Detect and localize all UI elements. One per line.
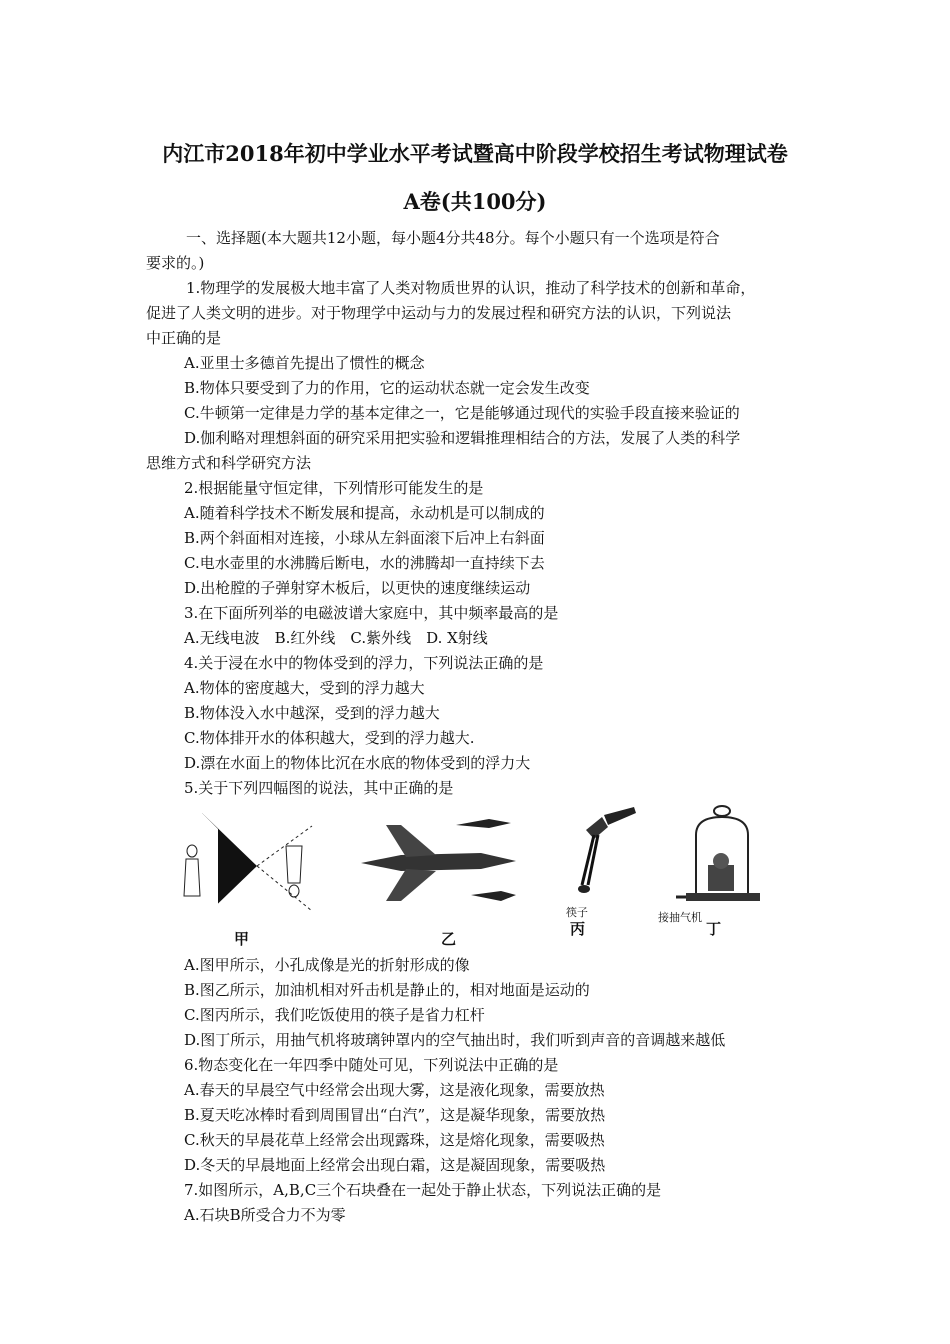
pinhole-diagram [182, 811, 332, 921]
chopsticks-image [564, 805, 644, 900]
q7-option-a: A.石块B所受合力不为零 [184, 1206, 346, 1224]
figure-bell-jar [658, 805, 764, 938]
q1-stem-line: 中正确的是 [146, 329, 222, 347]
q1-stem-line: 促进了人类文明的进步。对于物理学中运动与力的发展过程和研究方法的认识，下列说法 [146, 304, 732, 322]
q3-stem: 3.在下面所列举的电磁波谱大家庭中，其中频率最高的是 [184, 604, 559, 622]
q4-option-a: A.物体的密度越大，受到的浮力越大 [184, 679, 425, 697]
q4-stem: 4.关于浸在水中的物体受到的浮力，下列说法正确的是 [184, 654, 544, 672]
figure-pinhole [182, 811, 332, 948]
q4-option-d: D.漂在水面上的物体比沉在水底的物体受到的浮力大 [184, 754, 531, 772]
bell-jar-image [674, 805, 764, 905]
jets-image [361, 815, 521, 915]
q3-options: A.无线电波 B.红外线 C.紫外线 D. X射线 [184, 629, 488, 647]
q5-option-a: A.图甲所示，小孔成像是光的折射形成的像 [184, 956, 470, 974]
q6-option-b: B.夏天吃冰棒时看到周围冒出“白汽”，这是凝华现象，需要放热 [184, 1106, 606, 1124]
figure-jets [361, 815, 521, 948]
q7-stem: 7.如图所示，A,B,C三个石块叠在一起处于静止状态，下列说法正确的是 [184, 1181, 662, 1199]
figure-label-jia: 甲 [234, 930, 250, 948]
figure-chopsticks [564, 805, 644, 938]
q1-stem-line: 1.物理学的发展极大地丰富了人类对物质世界的认识，推动了科学技术的创新和革命， [186, 279, 756, 297]
section-heading: 一、选择题(本大题共12小题，每小题4分共48分。每个小题只有一个选项是符合 [186, 229, 720, 247]
q2-option-a: A.随着科学技术不断发展和提高，永动机是可以制成的 [184, 504, 545, 522]
q6-stem: 6.物态变化在一年四季中随处可见，下列说法中正确的是 [184, 1056, 559, 1074]
q6-option-d: D.冬天的早晨地面上经常会出现白霜，这是凝固现象，需要吸热 [184, 1156, 606, 1174]
figure-label-ding: 丁 [706, 920, 722, 938]
q1-option-b: B.物体只要受到了力的作用，它的运动状态就一定会发生改变 [184, 379, 590, 397]
pump-label: 接抽气机 [658, 911, 702, 924]
q5-option-d: D.图丁所示，用抽气机将玻璃钟罩内的空气抽出时，我们听到声音的音调越来越低 [184, 1031, 726, 1049]
q4-option-c: C.物体排开水的体积越大，受到的浮力越大. [184, 729, 475, 747]
page-title: 内江市2018年初中学业水平考试暨高中阶段学校招生考试物理试卷 [162, 141, 788, 166]
chopsticks-label: 筷子 [566, 906, 588, 919]
q1-option-d-cont: 思维方式和科学研究方法 [146, 454, 312, 472]
q4-option-b: B.物体没入水中越深，受到的浮力越大 [184, 704, 440, 722]
page-subtitle: A卷(共100分) [403, 189, 547, 214]
exam-body [146, 226, 812, 1228]
q2-option-b: B.两个斜面相对连接，小球从左斜面滚下后冲上右斜面 [184, 529, 545, 547]
q2-stem: 2.根据能量守恒定律，下列情形可能发生的是 [184, 479, 484, 497]
q5-stem: 5.关于下列四幅图的说法，其中正确的是 [184, 779, 454, 797]
q5-option-b: B.图乙所示，加油机相对歼击机是静止的，相对地面是运动的 [184, 981, 590, 999]
q5-figures [146, 805, 812, 953]
figure-label-bing: 丙 [570, 920, 586, 938]
q1-option-a: A.亚里士多德首先提出了惯性的概念 [184, 354, 425, 372]
q5-option-c: C.图丙所示，我们吃饭使用的筷子是省力杠杆 [184, 1006, 485, 1024]
q2-option-d: D.出枪膛的子弹射穿木板后，以更快的速度继续运动 [184, 579, 531, 597]
q1-option-d: D.伽利略对理想斜面的研究采用把实验和逻辑推理相结合的方法，发展了人类的科学 [184, 429, 741, 447]
section-heading-cont: 要求的。) [146, 254, 205, 272]
q6-option-a: A.春天的早晨空气中经常会出现大雾，这是液化现象，需要放热 [184, 1081, 605, 1099]
q6-option-c: C.秋天的早晨花草上经常会出现露珠，这是熔化现象，需要吸热 [184, 1131, 605, 1149]
q1-option-c: C.牛顿第一定律是力学的基本定律之一，它是能够通过现代的实验手段直接来验证的 [184, 404, 740, 422]
q2-option-c: C.电水壶里的水沸腾后断电，水的沸腾却一直持续下去 [184, 554, 545, 572]
figure-label-yi: 乙 [441, 930, 457, 948]
